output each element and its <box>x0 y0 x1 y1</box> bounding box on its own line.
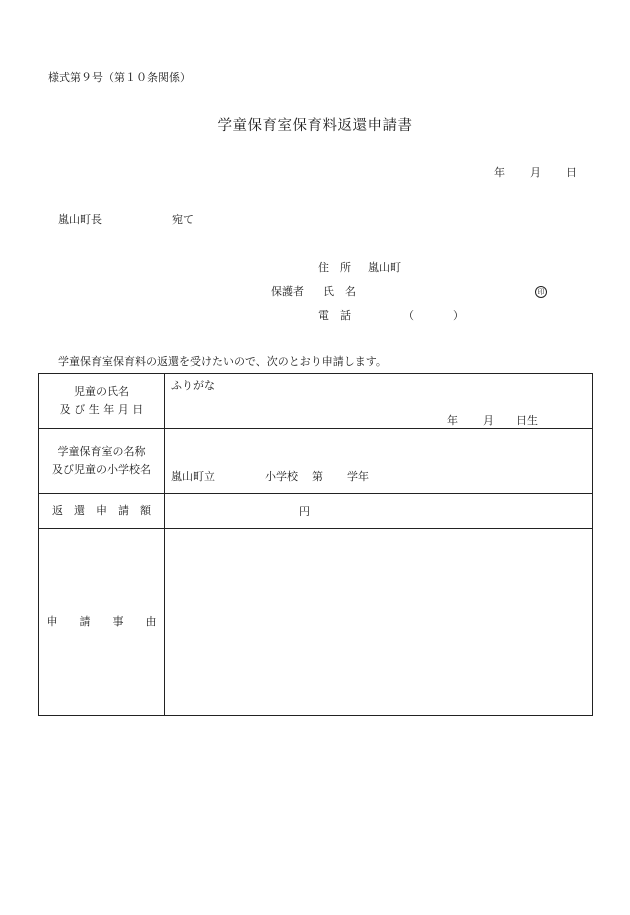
application-table <box>38 373 593 716</box>
table-row-amount <box>39 494 593 529</box>
school-field[interactable] <box>165 429 593 494</box>
child-name-field[interactable] <box>165 374 593 429</box>
reason-field[interactable] <box>165 529 593 716</box>
date-month-label: 月 <box>530 166 541 179</box>
guardian-label: 保護者 <box>271 285 304 298</box>
reason-label: 申 請 事 由 <box>39 529 165 716</box>
form-number: 様式第９号（第１０条関係） <box>48 71 191 84</box>
table-row-school <box>39 429 593 494</box>
phone-label: 電 話 <box>318 309 351 322</box>
document-title: 学童保育室保育料返還申請書 <box>217 118 413 134</box>
child-name-label-line1: 児童の氏名 <box>74 385 129 399</box>
birth-day-label: 日生 <box>516 414 538 427</box>
grade-prefix-label: 第 <box>312 470 323 483</box>
seal-icon: 印 <box>535 286 547 298</box>
amount-field[interactable] <box>165 494 593 529</box>
amount-label: 返 還 申 請 額 <box>39 494 165 529</box>
child-name-label-line2: 及 び 生 年 月 日 <box>59 403 144 416</box>
birth-month-label: 月 <box>483 414 494 427</box>
school-label-line1: 学童保育室の名称 <box>57 445 146 459</box>
seal-mark <box>535 285 547 298</box>
addressee-name: 嵐山町長 <box>58 213 102 226</box>
school-town-label: 嵐山町立 <box>171 470 215 483</box>
phone-paren-open: （ <box>403 309 414 322</box>
school-label-line2: 及び児童の小学校名 <box>52 463 151 476</box>
table-row-child-name <box>39 374 593 429</box>
school-type-label: 小学校 <box>265 470 298 483</box>
date-day-label: 日 <box>566 166 577 179</box>
table-row-reason <box>39 529 593 716</box>
school-label <box>39 429 165 494</box>
intro-text: 学童保育室保育料の返還を受けたいので、次のとおり申請します。 <box>58 355 387 368</box>
child-name-label <box>39 374 165 429</box>
name-label: 氏 名 <box>323 285 356 298</box>
address-label: 住 所 <box>318 261 351 274</box>
birth-year-label: 年 <box>447 414 458 427</box>
furigana-label: ふりがな <box>171 379 215 392</box>
date-year-label: 年 <box>494 166 505 179</box>
phone-paren-close: ） <box>453 309 464 322</box>
amount-unit: 円 <box>299 505 310 518</box>
grade-suffix-label: 学年 <box>347 470 369 483</box>
address-value: 嵐山町 <box>368 261 401 274</box>
addressee-suffix: 宛て <box>172 213 194 226</box>
